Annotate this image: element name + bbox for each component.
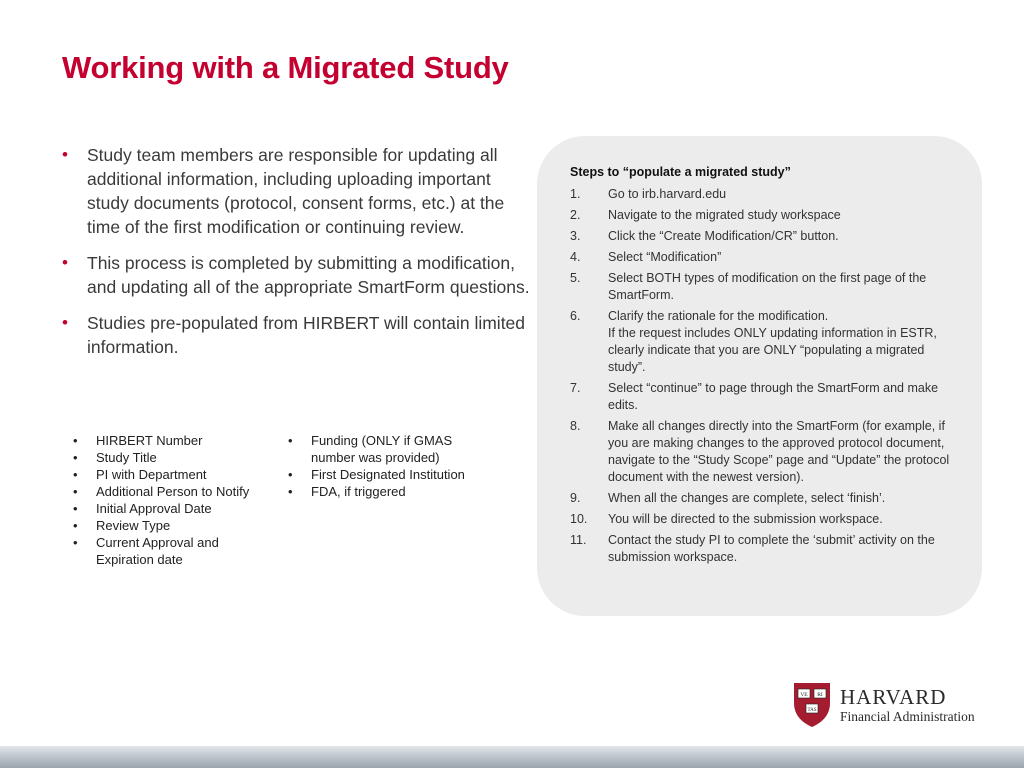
step-number: 6.	[570, 309, 581, 323]
bullet-item: • Studies pre-populated from HIRBERT will contain limited information.	[62, 311, 537, 359]
field-item: • Initial Approval Date	[73, 500, 273, 517]
main-bullet-list	[62, 143, 537, 371]
fields-list-left	[73, 432, 273, 568]
footer-bar	[0, 746, 1024, 768]
step-text	[608, 207, 955, 224]
step-text	[608, 186, 955, 203]
step-number: 9.	[570, 491, 581, 505]
step-text	[608, 511, 955, 528]
step-item	[570, 308, 955, 376]
logo-subtitle: Financial Administration	[840, 708, 975, 724]
step-text-line: Make all changes directly into the SmartForm (for example, if you are making changes to the approved protocol document, navigate to the “Study Scope” page and “Update” the protocol document with the newest version).	[608, 419, 950, 484]
step-item	[570, 228, 955, 245]
harvard-shield-icon	[792, 681, 832, 729]
step-text	[608, 380, 955, 414]
steps-list	[570, 186, 955, 570]
step-number: 8.	[570, 419, 581, 433]
step-number: 7.	[570, 381, 581, 395]
step-text	[608, 270, 955, 304]
step-number: 10.	[570, 512, 588, 526]
shield-text: RI	[817, 692, 823, 698]
step-item	[570, 270, 955, 304]
step-item	[570, 249, 955, 266]
step-item	[570, 532, 955, 566]
logo-text	[840, 686, 975, 725]
step-text-line: If the request includes ONLY updating information in ESTR, clearly indicate that you are ONLY “populating a migrated study”.	[608, 326, 937, 374]
step-number: 3.	[570, 229, 581, 243]
bullet-item: • Study team members are responsible for updating all additional information, including uploading important study documents (protocol, consent forms, etc.) at the time of the first modification or continuing review.	[62, 143, 537, 239]
fields-list-right	[288, 432, 498, 500]
step-text-line: Select “continue” to page through the SmartForm and make edits.	[608, 381, 939, 412]
step-text-line: Navigate to the migrated study workspace	[608, 208, 841, 222]
step-text-line: Clarify the rationale for the modification.	[608, 309, 829, 323]
step-text	[608, 490, 955, 507]
field-item: • Review Type	[73, 517, 273, 534]
step-text	[608, 418, 955, 486]
step-text-line: Click the “Create Modification/CR” button.	[608, 229, 839, 243]
field-item: • First Designated Institution	[288, 466, 498, 483]
bullet-item: • This process is completed by submitting a modification, and updating all of the appropriate SmartForm questions.	[62, 251, 537, 299]
steps-title: Steps to “populate a migrated study”	[570, 165, 791, 179]
step-text	[608, 249, 955, 266]
step-number: 2.	[570, 208, 581, 222]
step-item	[570, 418, 955, 486]
field-item: • HIRBERT Number	[73, 432, 273, 449]
step-item	[570, 511, 955, 528]
step-text	[608, 308, 955, 376]
step-text	[608, 532, 955, 566]
field-item: • Study Title	[73, 449, 273, 466]
step-text-line: Contact the study PI to complete the ‘submit’ activity on the submission workspace.	[608, 533, 935, 564]
shield-text: TAS	[807, 708, 817, 713]
slide-title: Working with a Migrated Study	[62, 50, 509, 85]
step-text-line: Select BOTH types of modification on the first page of the SmartForm.	[608, 271, 927, 302]
step-item	[570, 207, 955, 224]
step-text-line: Go to irb.harvard.edu	[608, 187, 727, 201]
step-text-line: When all the changes are complete, select ‘finish’.	[608, 491, 886, 505]
step-text	[608, 228, 955, 245]
step-text-line: Select “Modification”	[608, 250, 722, 264]
step-number: 1.	[570, 187, 581, 201]
step-item	[570, 186, 955, 203]
field-item: • Additional Person to Notify	[73, 483, 273, 500]
field-item: • Funding (ONLY if GMAS number was provided)	[288, 432, 498, 466]
step-number: 4.	[570, 250, 581, 264]
logo-name: HARVARD	[840, 684, 947, 709]
field-item: • PI with Department	[73, 466, 273, 483]
step-number: 5.	[570, 271, 581, 285]
field-item: • FDA, if triggered	[288, 483, 498, 500]
field-item: • Current Approval and Expiration date	[73, 534, 273, 568]
step-item	[570, 490, 955, 507]
step-text-line: You will be directed to the submission workspace.	[608, 512, 883, 526]
harvard-logo	[792, 681, 975, 729]
step-number: 11.	[570, 533, 587, 547]
step-item	[570, 380, 955, 414]
shield-text: VE	[800, 692, 808, 698]
